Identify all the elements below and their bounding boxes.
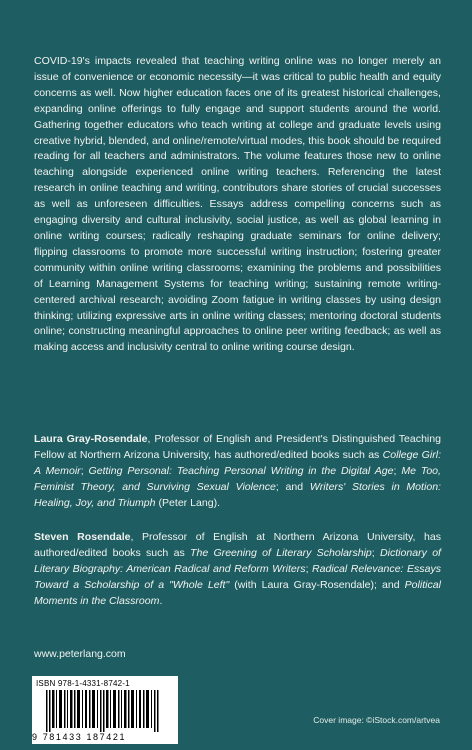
- bio-text: ;: [393, 464, 402, 477]
- barcode-icon: [46, 690, 164, 732]
- book-title: Writers' Stories in Motion: Healing, Joy, and Triumph: [34, 480, 441, 509]
- bio-text: , Professor of English and President's Distinguished Teaching Fellow at Northern Arizona University, has authored/edited books such as: [34, 433, 442, 461]
- book-title: Dictionary of Literary Biography: American Radical and Reform Writers: [34, 546, 441, 575]
- book-title: Radical Relevance: Essays Toward a Scholarship of a "Whole Left": [34, 562, 441, 591]
- bio-text: ; and: [275, 480, 310, 493]
- bio-text: ;: [305, 562, 313, 575]
- barcode-block: [32, 676, 178, 744]
- barcode-number: 9 781433 187421: [32, 732, 127, 742]
- book-title: Me Too, Feminist Theory, and Surviving Sexual Violence: [34, 464, 441, 493]
- bio-text: ;: [371, 546, 381, 559]
- bio-text: (Peter Lang).: [155, 496, 221, 509]
- book-title: Political Moments in the Classroom: [34, 578, 441, 607]
- bio-text: ;: [80, 464, 89, 477]
- bio-text: (with Laura Gray-Rosendale); and: [229, 578, 405, 591]
- isbn-label: ISBN 978-1-4331-8742-1: [36, 679, 130, 688]
- back-cover-blurb: COVID-19's impacts revealed that teaching writing online was no longer merely an issue of convenience or economic necessity—it was critical to public health and equity concerns as well. Now higher education faces one of its greatest historical challenges, expanding online offerings to fully engage and support students around the world. Gathering together educators who teach writing at college and graduate levels using creative hybrid, blended, and online/remote/virtual modes, this book should be required reading for all teachers and administrators. The volume features those new to online teaching alongside experienced online writing teachers. Referencing the latest research in online teaching and writing, contributors share stories of crucial successes as well as unforeseen difficulties. Essays address compelling concerns such as engaging diversity and cultural inclusivity, social justice, as well as global learning in online writing courses; radically reshaping graduate seminars for online delivery; flipping classrooms to promote more successful writing instruction; fostering greater community within online writing classrooms; examining the problems and possibilities of Learning Management Systems for teaching writing; sustaining remote writing-centered archival research; avoiding Zoom fatigue in writing classes by using design thinking; utilizing expressive arts in online writing classes; mentoring doctoral students online; constructing meaningful approaches to online peer writing feedback; as well as making access and inclusivity central to online writing course design.: [34, 55, 441, 354]
- book-title: College Girl: A Memoir: [34, 448, 442, 477]
- book-title: The Greening of Literary Scholarship: [190, 546, 372, 559]
- bio-text: , Professor of English at Northern Arizona University, has authored/edited books such as: [34, 531, 441, 559]
- author-bio-steven: [34, 530, 441, 610]
- publisher-url[interactable]: www.peterlang.com: [34, 648, 126, 660]
- author-name: Laura Gray-Rosendale: [34, 433, 148, 445]
- cover-image-credit: Cover image: ©iStock.com/artvea: [313, 715, 440, 725]
- author-bio-laura: [34, 432, 441, 512]
- author-name: Steven Rosendale: [34, 531, 131, 543]
- bio-text: .: [159, 594, 163, 607]
- book-title: Getting Personal: Teaching Personal Writing in the Digital Age: [88, 464, 394, 477]
